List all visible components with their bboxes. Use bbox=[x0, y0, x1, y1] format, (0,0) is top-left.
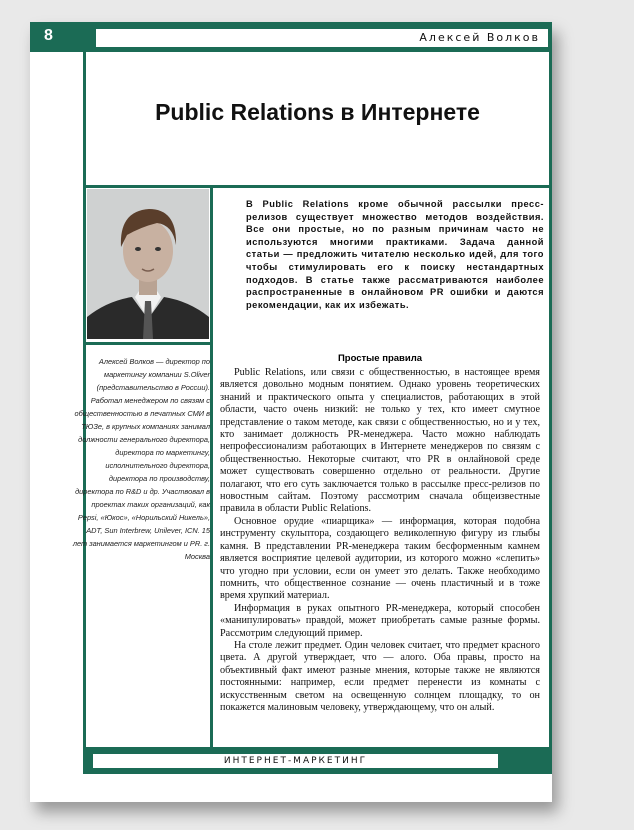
author-photo bbox=[87, 189, 209, 339]
footer-bar bbox=[83, 750, 552, 774]
page-number: 8 bbox=[44, 27, 53, 44]
article-body bbox=[220, 367, 540, 714]
portrait-image bbox=[87, 189, 209, 339]
photo-divider bbox=[83, 342, 213, 345]
article-title: Public Relations в Интернете bbox=[155, 99, 480, 125]
section-heading: Простые правила bbox=[337, 353, 423, 364]
paragraph: Информация в руках опытного PR-менеджера, который способен «манипулировать» правдой, может приобретать самые разные формы. Рассмотрим следующий пример. bbox=[220, 602, 540, 639]
paragraph: Public Relations, или связи с общественностью, в настоящее время является довольно модным понятием. Однако уровень теоретических знаний и практического опыта у специалистов, работающих в этой области, часто очень низкий: не только у тех, кто имеет смутное представление о таком методе, как связи с общественностью, но и у тех, кто занимает должность PR-менеджера. Часто можно наблюдать непрофессионализм работающих в Интернете менеджеров по связям с общественностью. Некоторые считают, что PR в онлайновой среде может существовать совершенно отдельно от реальности. Другие полагают, что его суть заключается только в рассылке пресс-релизов по новостным сайтам. Поэтому рассмотрим сначала общеизвестные правила в области Public Relations. bbox=[220, 367, 540, 515]
header-author: Алексей Волков bbox=[96, 29, 548, 47]
lead-paragraph: В Public Relations кроме обычной рассылки пресс-релизов существует множество методов воздействия. Все они простые, но по разным причинам часто не используются многими практиками. Задача данной статьи — предложить читателю несколько идей, для того чтобы стимулировать его к поиску нестандартных подходов. В статье также рассматриваются наиболее распространенные в онлайновом PR ошибки и даются рекомендации, как их избежать. bbox=[246, 199, 544, 310]
column-divider bbox=[210, 185, 213, 750]
footer-section-label: ИНТЕРНЕТ-МАРКЕТИНГ bbox=[93, 754, 498, 768]
magazine-page bbox=[30, 22, 552, 802]
paragraph: На столе лежит предмет. Один человек считает, что предмет красного цвета. А другой утверждает, что — алого. Оба правы, просто на объективный факт имеют разные мнения, которые также не являются постоянными: например, если предмет перенести из комнаты с искусственным светом на освещенную солнцем площадку, то он покажется малиновым человеку, утверждающему, что он алый. bbox=[220, 639, 540, 713]
header-bar bbox=[30, 22, 552, 52]
author-bio: Алексей Волков — директор по маркетингу компании S.Oliver (представительство в России). Работал менеджером по связям с общественностью в печатных СМИ в ТЮЗе, в крупных компаниях занимал должности генерального директора, директора по маркетингу, исполнительного директора, директора по производству, директора по R&D и др. Участвовал в проектах таких организаций, как Pepsi, «Юкос», «Норильский Никель», ADT, Sun Interbrew, Unilever, ICN. 15 лет занимается маркетингом и PR. г. Москва bbox=[72, 357, 210, 561]
title-box bbox=[83, 52, 552, 188]
paragraph: Основное орудие «пиарщика» — информация, которая подобна инструменту скульптора, создающего великолепную фигуру из глыбы камня. В представлении PR-менеджера таким бесформенным камнем является восприятие целевой аудитории, из которого можно «слепить» что угодно при условии, если он умеет это делать. Также необходимо помнить, что общественное сознание — очень пластичный и в тоже время хрупкий материал. bbox=[220, 515, 540, 602]
